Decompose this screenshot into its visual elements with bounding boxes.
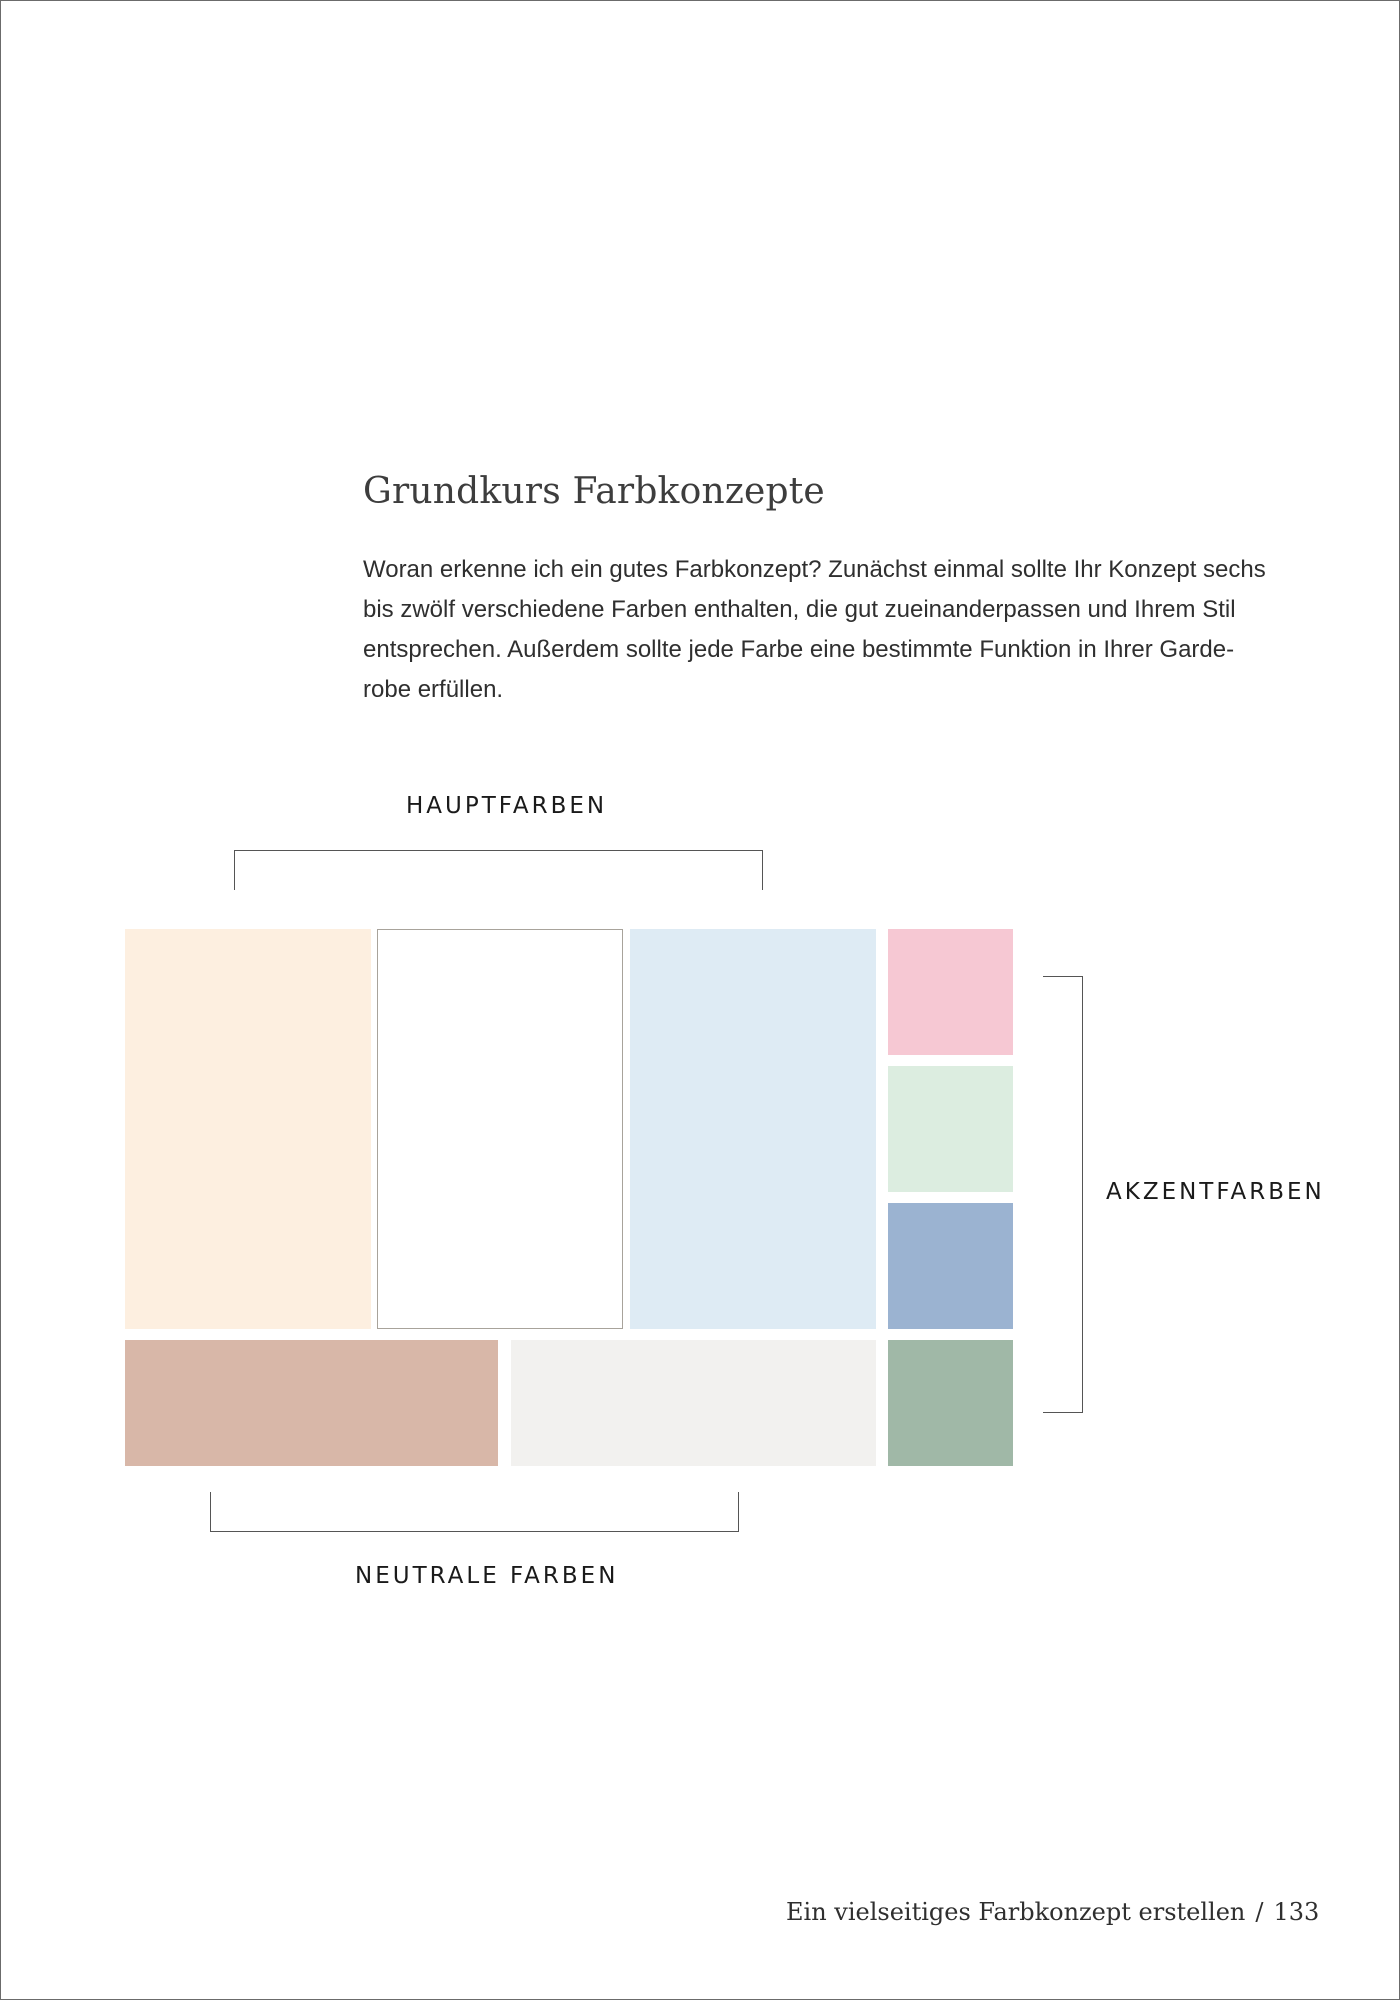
neutral-colors-label: NEUTRALE FARBEN xyxy=(355,1563,619,1589)
intro-line: entsprechen. Außerdem sollte jede Farbe eine bestimmte Funktion in Ihrer Garde- xyxy=(363,636,1235,663)
main-colors-label: HAUPTFARBEN xyxy=(406,793,608,819)
swatch-light-grey xyxy=(511,1340,876,1466)
swatch-cream xyxy=(125,929,371,1329)
neutral-colors-bracket xyxy=(210,1492,739,1532)
swatch-blue xyxy=(888,1203,1013,1329)
swatch-mint xyxy=(888,1066,1013,1192)
intro-line: bis zwölf verschiedene Farben enthalten, die gut zueinanderpassen und Ihrem Stil xyxy=(363,596,1236,623)
swatch-pink xyxy=(888,929,1013,1055)
footer-title: Ein vielseitiges Farbkonzept erstellen xyxy=(786,1898,1246,1926)
intro-line: robe erfüllen. xyxy=(363,676,504,703)
intro-paragraph xyxy=(363,550,1283,710)
running-footer xyxy=(786,1898,1319,1926)
accent-colors-bracket xyxy=(1043,976,1083,1413)
accent-colors-label: AKZENTFARBEN xyxy=(1106,1179,1325,1205)
swatch-white xyxy=(377,929,623,1329)
page-number: 133 xyxy=(1273,1898,1320,1926)
section-heading: Grundkurs Farbkonzepte xyxy=(363,471,825,512)
swatch-sage xyxy=(888,1340,1013,1466)
intro-line: Woran erkenne ich ein gutes Farbkonzept? Zunächst einmal sollte Ihr Konzept sechs xyxy=(363,556,1266,583)
swatch-light-blue xyxy=(630,929,876,1329)
main-colors-bracket xyxy=(234,850,763,890)
swatch-rose xyxy=(125,1340,498,1466)
footer-separator: / xyxy=(1255,1898,1264,1926)
